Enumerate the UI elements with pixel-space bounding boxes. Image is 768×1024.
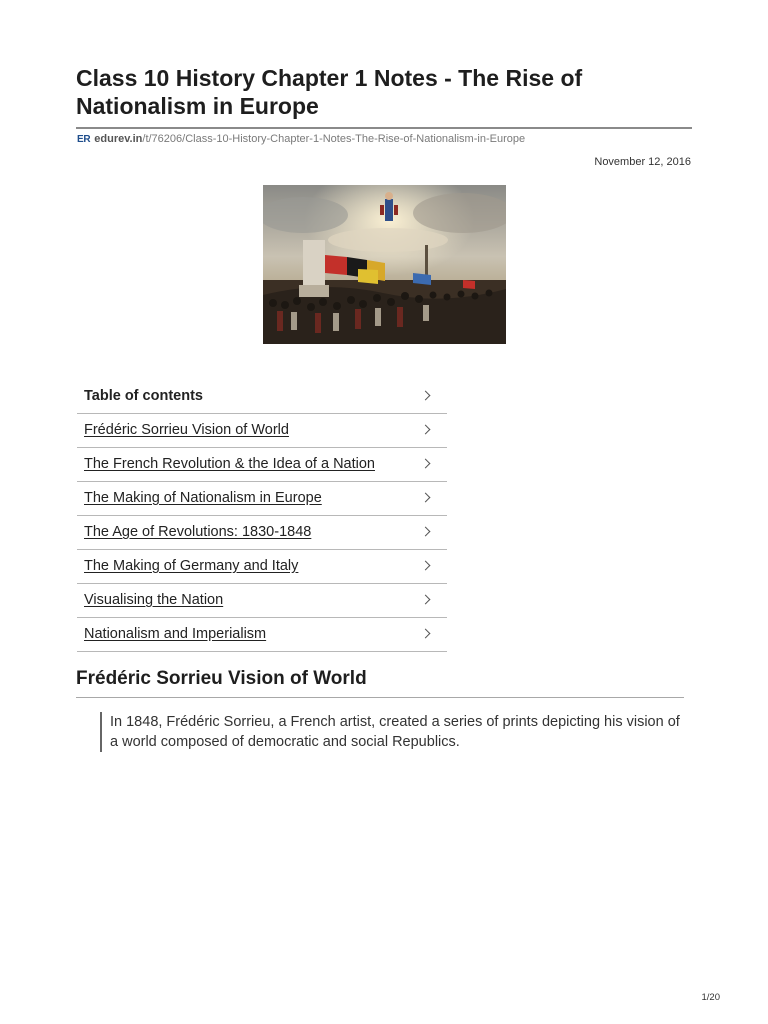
chevron-right-icon (421, 425, 431, 435)
edurev-logo-icon: ER (77, 134, 91, 145)
chevron-right-icon (421, 459, 431, 469)
toc-item-label[interactable]: The Age of Revolutions: 1830-1848 (84, 524, 312, 540)
toc-item-label[interactable]: Visualising the Nation (84, 592, 224, 608)
section-quote: In 1848, Frédéric Sorrieu, a French artist, created a series of prints depicting his vision of a world composed of democratic and social Republics. (100, 712, 680, 752)
toc-item-label[interactable]: Nationalism and Imperialism (84, 626, 267, 642)
toc-item-french-revolution[interactable] (77, 448, 447, 482)
toc-item-label[interactable]: Frédéric Sorrieu Vision of World (84, 422, 289, 438)
toc-header[interactable] (77, 380, 447, 414)
toc-item-label[interactable]: The Making of Nationalism in Europe (84, 490, 322, 506)
toc-item-label[interactable]: The French Revolution & the Idea of a Nation (84, 456, 375, 472)
source-path: /t/76206/Class-10-History-Chapter-1-Notes-The-Rise-of-Nationalism-in-Europe (142, 133, 526, 145)
toc-item-label[interactable]: The Making of Germany and Italy (84, 558, 299, 574)
chevron-right-icon (421, 493, 431, 503)
source-link[interactable] (77, 133, 525, 145)
table-of-contents (77, 380, 447, 652)
chevron-right-icon (421, 391, 431, 401)
title-divider (76, 127, 692, 129)
source-domain: edurev.in (94, 133, 143, 145)
page-indicator: 1/20 (701, 992, 720, 1003)
toc-item-germany-italy[interactable] (77, 550, 447, 584)
toc-item-visualising-nation[interactable] (77, 584, 447, 618)
toc-item-making-of-nationalism[interactable] (77, 482, 447, 516)
chevron-right-icon (421, 629, 431, 639)
publish-date: November 12, 2016 (594, 156, 691, 168)
toc-item-nationalism-imperialism[interactable] (77, 618, 447, 652)
hero-painting-image (263, 185, 506, 344)
section-heading: Frédéric Sorrieu Vision of World (76, 668, 367, 689)
chevron-right-icon (421, 595, 431, 605)
toc-item-sorrieu-vision[interactable] (77, 414, 447, 448)
toc-item-age-of-revolutions[interactable] (77, 516, 447, 550)
chevron-right-icon (421, 527, 431, 537)
toc-heading: Table of contents (84, 388, 203, 404)
page-title: Class 10 History Chapter 1 Notes - The Rise of Nationalism in Europe (76, 65, 583, 119)
chevron-right-icon (421, 561, 431, 571)
section-divider (76, 697, 684, 698)
